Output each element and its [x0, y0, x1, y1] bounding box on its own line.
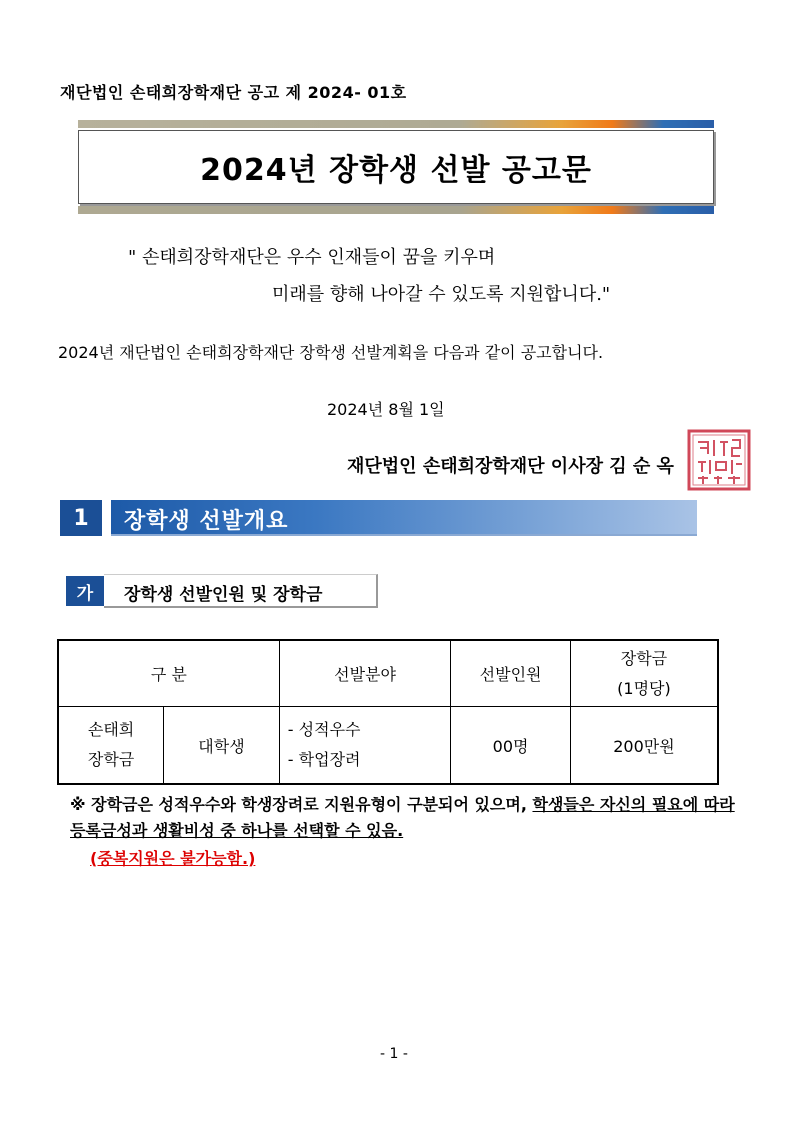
cell-scholarship-name: [58, 707, 164, 785]
intro-text: 2024년 재단법인 손태희장학재단 장학생 선발계획을 다음과 같이 공고합니다.: [58, 343, 604, 362]
header-amount-line2: (1명당): [617, 678, 671, 698]
field-line2: - 학업장려: [287, 750, 361, 769]
note-text: ※ 장학금은 성적우수와 학생장려로 지원유형이 구분되어 있으며,: [70, 795, 533, 814]
cell-count: 00명: [451, 707, 571, 785]
document-title: 2024년 장학생 선발 공고문: [200, 153, 592, 188]
section-number-badge: 1: [60, 500, 102, 536]
note-duplicate-warning: (중복지원은 불가능함.): [90, 849, 256, 868]
issuer-signature: 재단법인 손태희장학재단 이사장 김 순 옥: [347, 456, 674, 477]
table-note: [70, 792, 750, 844]
announcement-date: 2024년 8월 1일: [327, 400, 445, 419]
field-line1: - 성적우수: [287, 720, 361, 739]
header-category: 구 분: [58, 640, 279, 707]
scholarship-name-line1: 손태희: [87, 720, 135, 739]
title-top-band: [78, 120, 714, 128]
header-amount: [570, 640, 718, 707]
scholarship-name-line2: 장학금: [87, 750, 135, 769]
title-bottom-band: [78, 206, 714, 214]
cell-field: [279, 707, 450, 785]
table-header-row: [58, 640, 718, 707]
notice-number: 재단법인 손태희장학재단 공고 제 2024- 01호: [60, 83, 407, 102]
page-number: - 1 -: [380, 1046, 408, 1062]
cell-amount: 200만원: [570, 707, 718, 785]
title-box: [78, 130, 714, 204]
section-title: 장학생 선발개요: [124, 509, 289, 534]
quote-line-1: " 손태희장학재단은 우수 인재들이 꿈을 키우며: [128, 247, 496, 268]
table-row: [58, 707, 718, 785]
official-seal-stamp: [686, 428, 752, 492]
note-underlined-text: 학생들은 자신의 필요에 따라 등록금성과 생활비성 중 하나를 선택할 수 있음.: [70, 795, 735, 840]
quote-line-2: 미래를 향해 나아갈 수 있도록 지원합니다.": [272, 284, 611, 305]
header-field: 선발분야: [279, 640, 450, 707]
header-count: 선발인원: [451, 640, 571, 707]
header-amount-line1: 장학금: [620, 648, 668, 668]
cell-target: 대학생: [164, 707, 280, 785]
scholarship-table: [57, 639, 719, 785]
subsection-title: 장학생 선발인원 및 장학금: [124, 585, 323, 605]
subsection-badge: 가: [66, 576, 104, 606]
